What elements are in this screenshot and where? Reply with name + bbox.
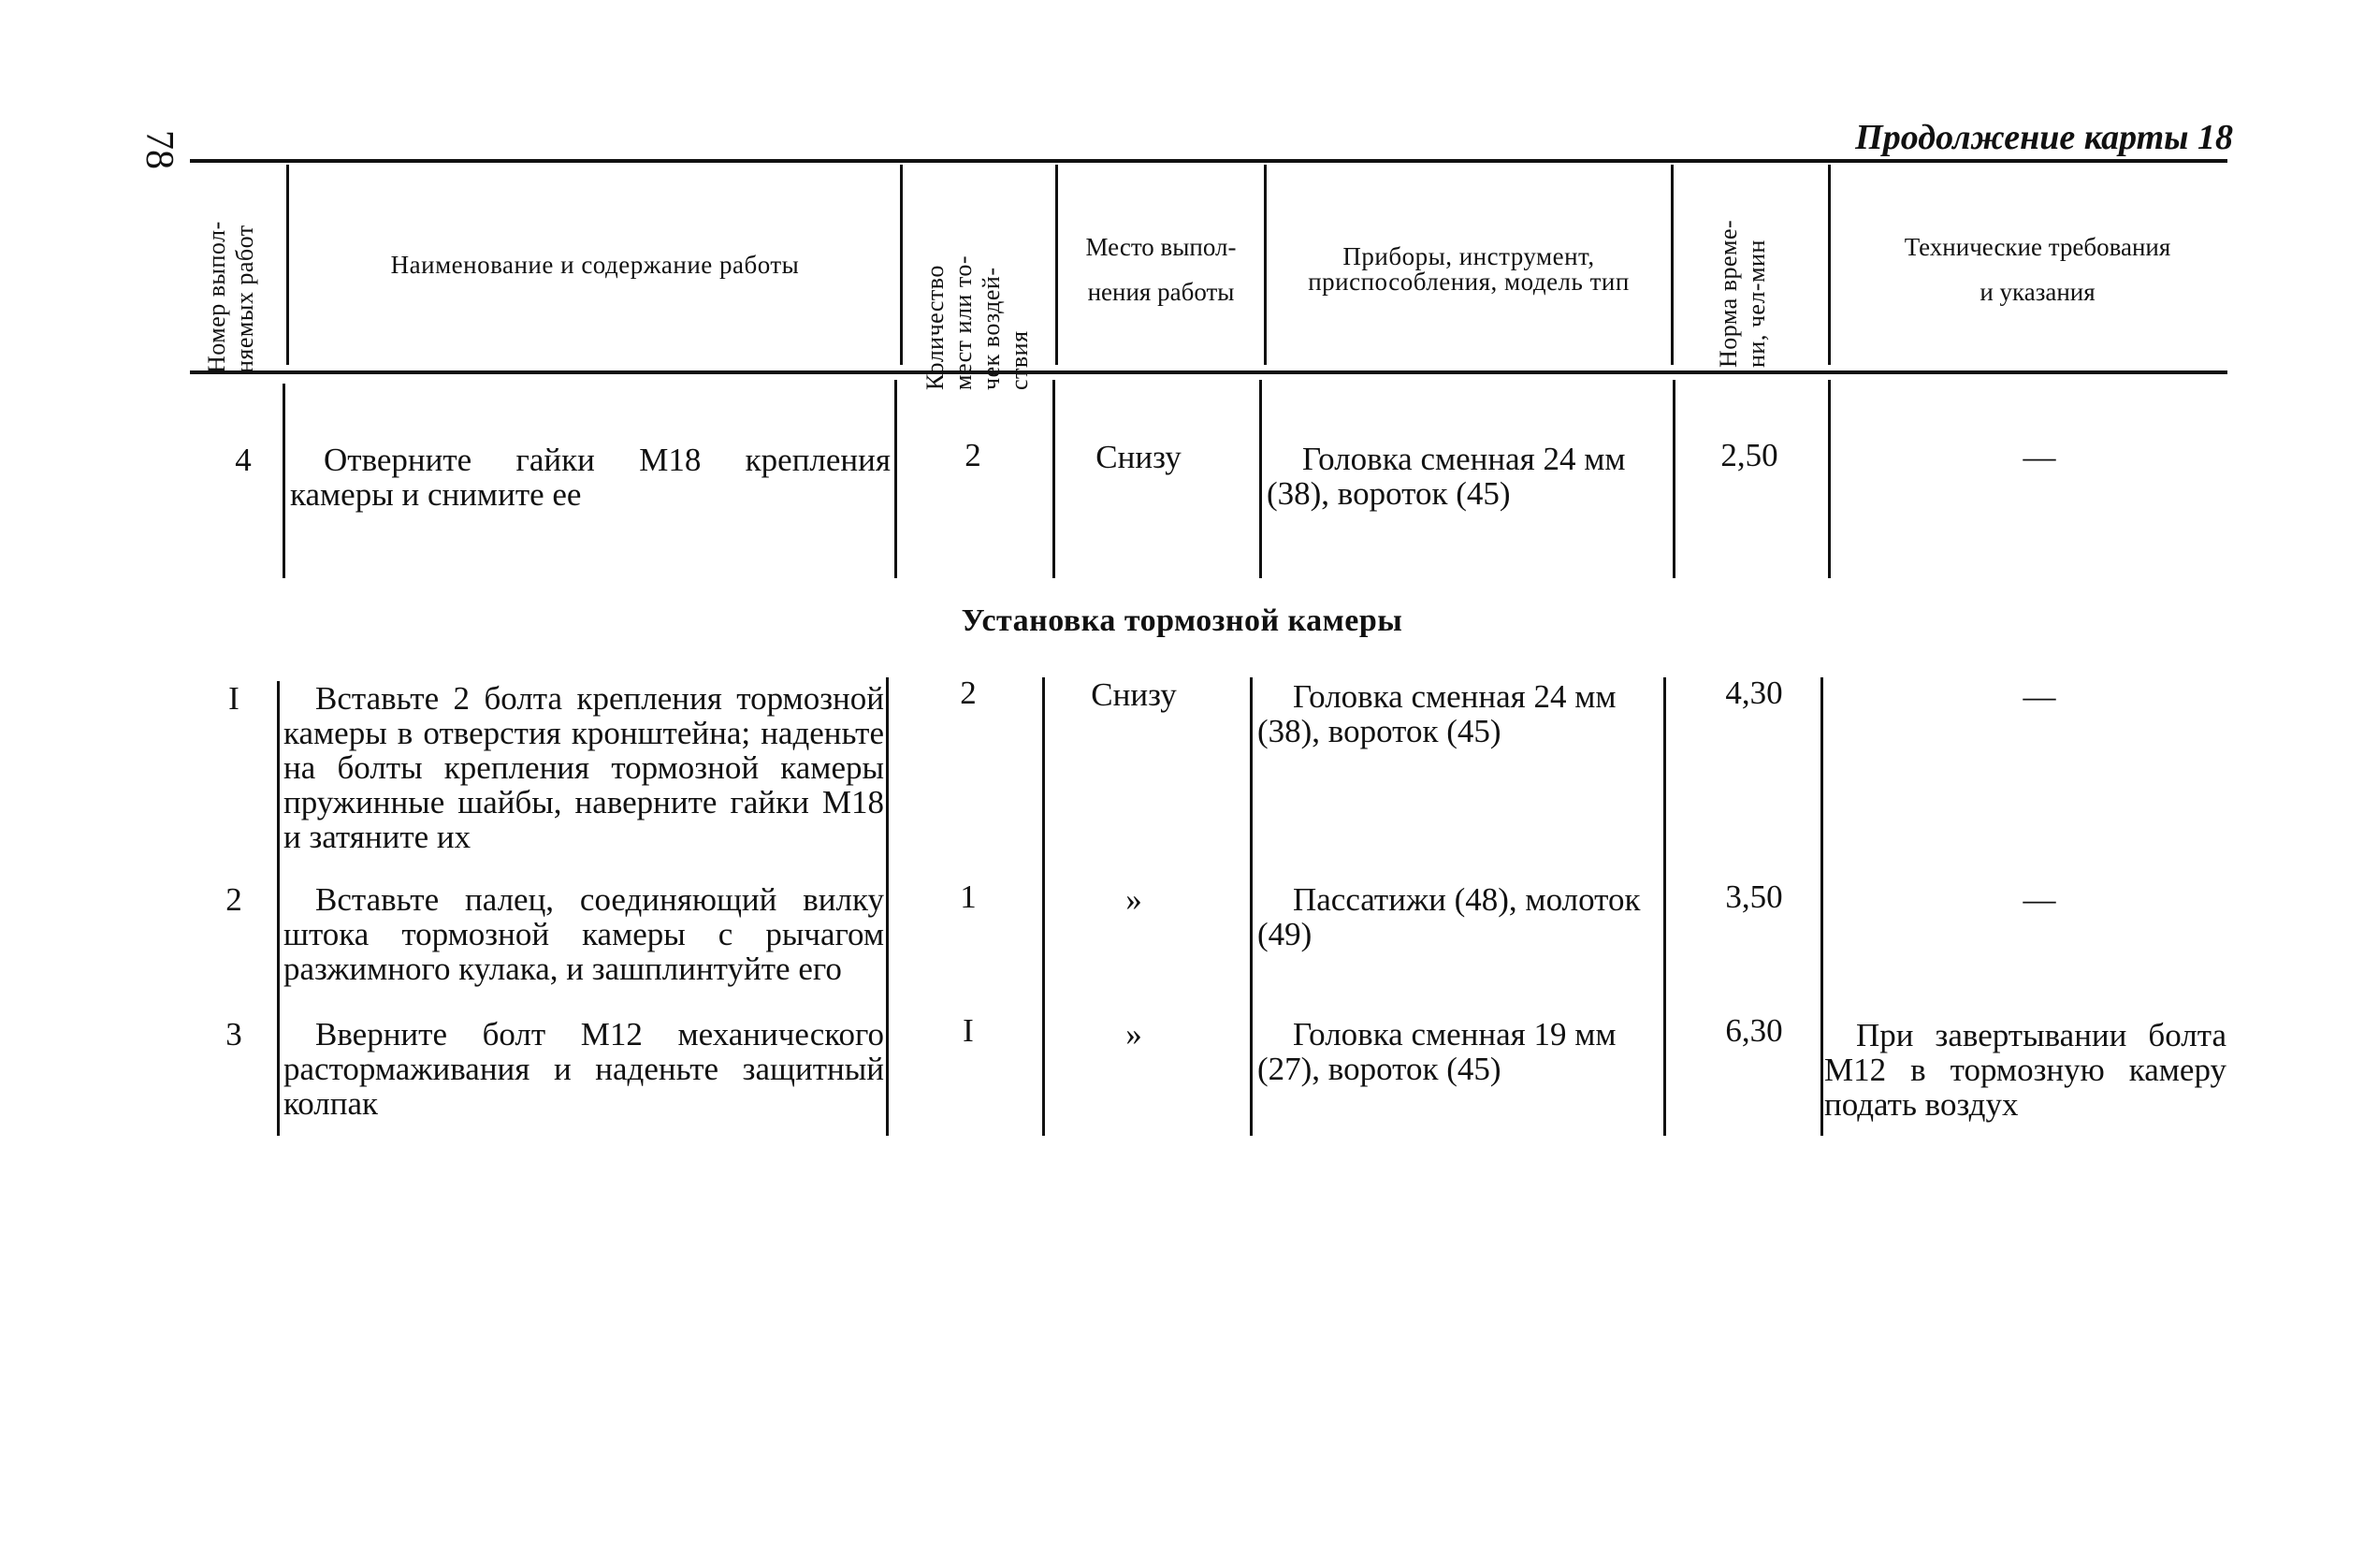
row-divider bbox=[1259, 380, 1262, 578]
work-description: Вверните болт М12 механического растормаживания и наденьте защитный колпак bbox=[283, 1016, 884, 1122]
header-divider bbox=[286, 165, 289, 365]
row-divider bbox=[1673, 380, 1675, 578]
tools: Головка сменная 24 мм (38), вороток (45) bbox=[1257, 678, 1617, 749]
header-norm: Норма време- ни, чел-мин bbox=[1715, 219, 1770, 368]
header-requirements-line1: Технические требования bbox=[1904, 233, 2171, 261]
header-divider bbox=[900, 165, 903, 365]
page-number: 78 bbox=[138, 130, 181, 169]
header-place-line2: нения работы bbox=[1087, 278, 1235, 306]
row-divider bbox=[894, 380, 897, 578]
time-norm: 2,50 bbox=[1720, 437, 1778, 473]
work-number: 3 bbox=[225, 1016, 242, 1053]
row-divider bbox=[1663, 677, 1666, 1136]
row-divider bbox=[886, 677, 889, 1136]
points-count: 1 bbox=[960, 878, 977, 915]
row-divider bbox=[1828, 380, 1831, 578]
work-place: Снизу bbox=[1091, 676, 1177, 713]
tools: Головка сменная 24 мм (38), вороток (45) bbox=[1267, 441, 1626, 512]
header-top-rule bbox=[190, 159, 2227, 163]
work-number: I bbox=[228, 680, 239, 717]
tools: Пассатижи (48), молоток (49) bbox=[1257, 881, 1641, 952]
work-description: Вставьте палец, соединяющий вилку штока тормозной камеры с рычагом разжимного кулака, и зашплинтуйте его bbox=[283, 881, 884, 987]
header-requirements-line2: и указания bbox=[1980, 278, 2096, 306]
row-divider bbox=[277, 681, 280, 1136]
header-bottom-rule bbox=[190, 370, 2227, 374]
work-number: 4 bbox=[235, 442, 252, 478]
header-divider bbox=[1264, 165, 1267, 365]
points-count: I bbox=[963, 1012, 974, 1049]
row-divider bbox=[1052, 380, 1055, 578]
work-place: » bbox=[1125, 881, 1142, 918]
tools: Головка сменная 19 мм (27), вороток (45) bbox=[1257, 1016, 1617, 1087]
row-divider bbox=[283, 384, 285, 578]
header-divider bbox=[1055, 165, 1058, 365]
requirements: — bbox=[2023, 881, 2056, 918]
time-norm: 6,30 bbox=[1725, 1012, 1783, 1049]
requirements: — bbox=[2023, 439, 2056, 475]
time-norm: 4,30 bbox=[1725, 675, 1783, 711]
row-divider bbox=[1820, 677, 1823, 1136]
header-place-line1: Место выпол- bbox=[1085, 233, 1237, 261]
header-work-name: Наименование и содержание работы bbox=[390, 250, 800, 279]
section-title: Установка тормозной камеры bbox=[961, 603, 1403, 638]
requirements: При завертывании болта М12 в тормозную камеру подать воздух bbox=[1824, 1017, 2226, 1123]
header-count: Количество мест или то- чек воздей- ствия bbox=[921, 254, 1033, 390]
work-place: » bbox=[1125, 1016, 1142, 1053]
header-place bbox=[1059, 225, 1263, 314]
work-place: Снизу bbox=[1095, 439, 1182, 475]
work-number: 2 bbox=[225, 881, 242, 918]
header-divider bbox=[1671, 165, 1674, 365]
work-description: Отверните гайки М18 крепления камеры и снимите ее bbox=[290, 442, 891, 513]
header-work-number: Номер выпол- няемых работ bbox=[203, 221, 258, 373]
header-requirements bbox=[1832, 225, 2243, 314]
points-count: 2 bbox=[964, 437, 981, 473]
continuation-title: Продолжение карты 18 bbox=[1855, 118, 2233, 157]
row-divider bbox=[1250, 677, 1253, 1136]
header-tools: Приборы, инструмент, приспособления, модель тип bbox=[1308, 241, 1630, 296]
time-norm: 3,50 bbox=[1725, 878, 1783, 915]
row-divider bbox=[1042, 677, 1045, 1136]
points-count: 2 bbox=[960, 675, 977, 711]
requirements: — bbox=[2023, 678, 2056, 715]
header-divider bbox=[1828, 165, 1831, 365]
work-description: Вставьте 2 болта крепления тормозной камеры в отверстия кронштейна; наденьте на болты крепления тормозной камеры пружинные шайбы, наверните гайки М18 и затяните их bbox=[283, 680, 884, 855]
